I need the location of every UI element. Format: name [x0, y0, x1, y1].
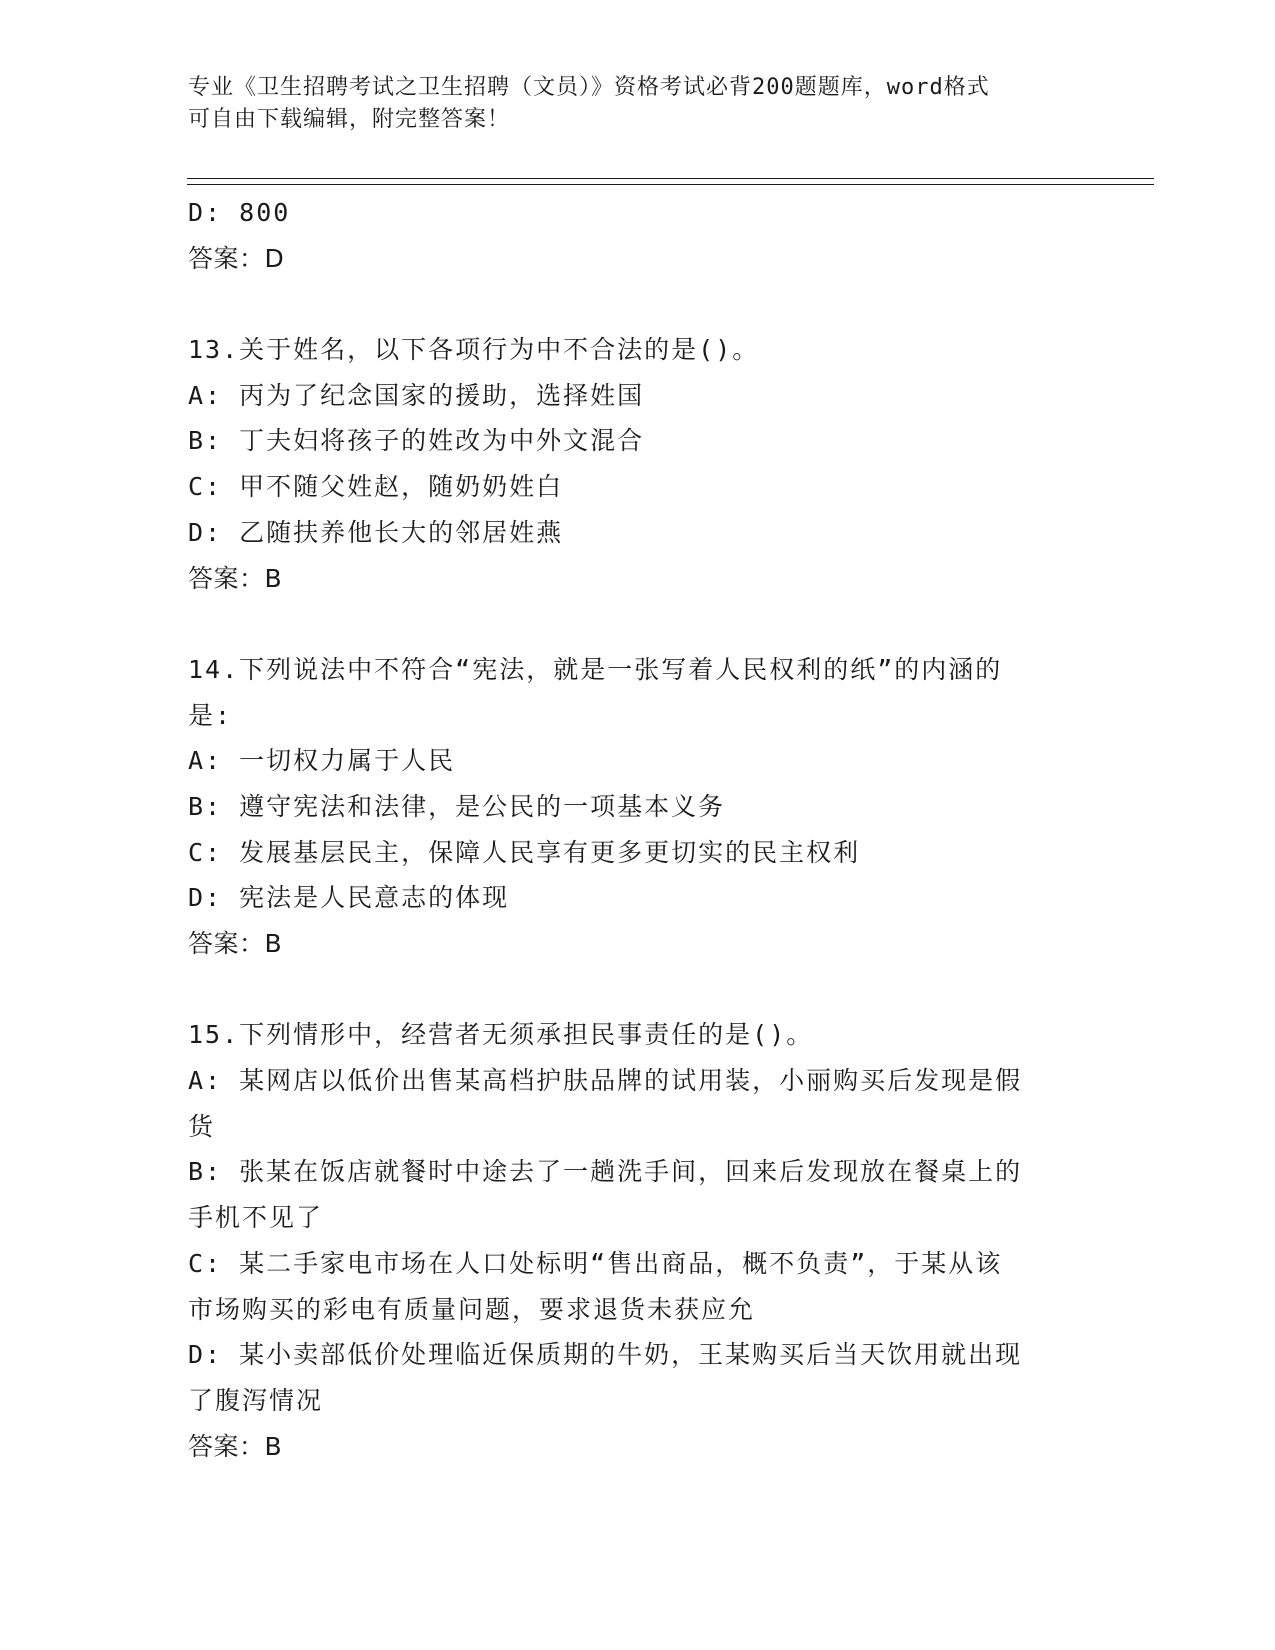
option-d: D: 乙随扶养他长大的邻居姓燕	[188, 517, 564, 547]
option-a-line-1: A: 某网店以低价出售某高档护肤品牌的试用装，小丽购买后发现是假	[188, 1066, 1023, 1096]
option-b-line-2: 手机不见了	[188, 1203, 324, 1233]
question-stem-line-1: 14.下列说法中不符合“宪法，就是一张写着人民权利的纸”的内涵的	[188, 654, 1003, 684]
answer-line: 答案：D	[188, 243, 285, 273]
header-divider-top	[187, 178, 1154, 179]
option-d: D: 800	[188, 198, 291, 227]
question-stem: 15.下列情形中，经营者无须承担民事责任的是()。	[188, 1020, 814, 1050]
option-d: D: 宪法是人民意志的体现	[188, 883, 510, 913]
option-c: C: 甲不随父姓赵，随奶奶姓白	[188, 472, 564, 502]
option-b: B: 丁夫妇将孩子的姓改为中外文混合	[188, 426, 645, 456]
option-d-line-1: D: 某小卖部低价处理临近保质期的牛奶，王某购买后当天饮用就出现	[188, 1340, 1023, 1370]
header-title-line-1: 专业《卫生招聘考试之卫生招聘（文员）》资格考试必背200题题库，word格式	[188, 75, 990, 100]
option-c: C: 发展基层民主，保障人民享有更多更切实的民主权利	[188, 837, 861, 867]
option-b: B: 遵守宪法和法律，是公民的一项基本义务	[188, 791, 726, 821]
question-13	[188, 327, 1088, 601]
option-a: A: 丙为了纪念国家的援助，选择姓国	[188, 380, 645, 410]
option-a: A: 一切权力属于人民	[188, 746, 456, 776]
answer-line: 答案：B	[188, 1431, 283, 1461]
question-15	[188, 1012, 1088, 1469]
header-divider-bottom	[187, 184, 1154, 185]
document-header	[188, 72, 1088, 136]
spacer	[188, 281, 1088, 327]
option-b-line-1: B: 张某在饭店就餐时中途去了一趟洗手间，回来后发现放在餐桌上的	[188, 1157, 1023, 1187]
question-12	[188, 190, 1088, 281]
question-stem-line-2: 是:	[188, 700, 233, 730]
option-c-line-2: 市场购买的彩电有质量问题，要求退货未获应允	[188, 1294, 756, 1324]
option-d-line-2: 了腹泻情况	[188, 1385, 324, 1415]
header-title-line-2: 可自由下载编辑，附完整答案！	[188, 107, 511, 132]
question-stem: 13.关于姓名，以下各项行为中不合法的是()。	[188, 335, 760, 365]
option-a-line-2: 货	[188, 1111, 216, 1141]
answer-line: 答案：B	[188, 929, 283, 958]
option-c-line-1: C: 某二手家电市场在人口处标明“售出商品，概不负责”，于某从该	[188, 1248, 1003, 1278]
question-list	[188, 190, 1088, 1469]
answer-line: 答案：B	[188, 563, 283, 593]
spacer	[188, 967, 1088, 1013]
spacer	[188, 601, 1088, 647]
question-14	[188, 647, 1088, 967]
